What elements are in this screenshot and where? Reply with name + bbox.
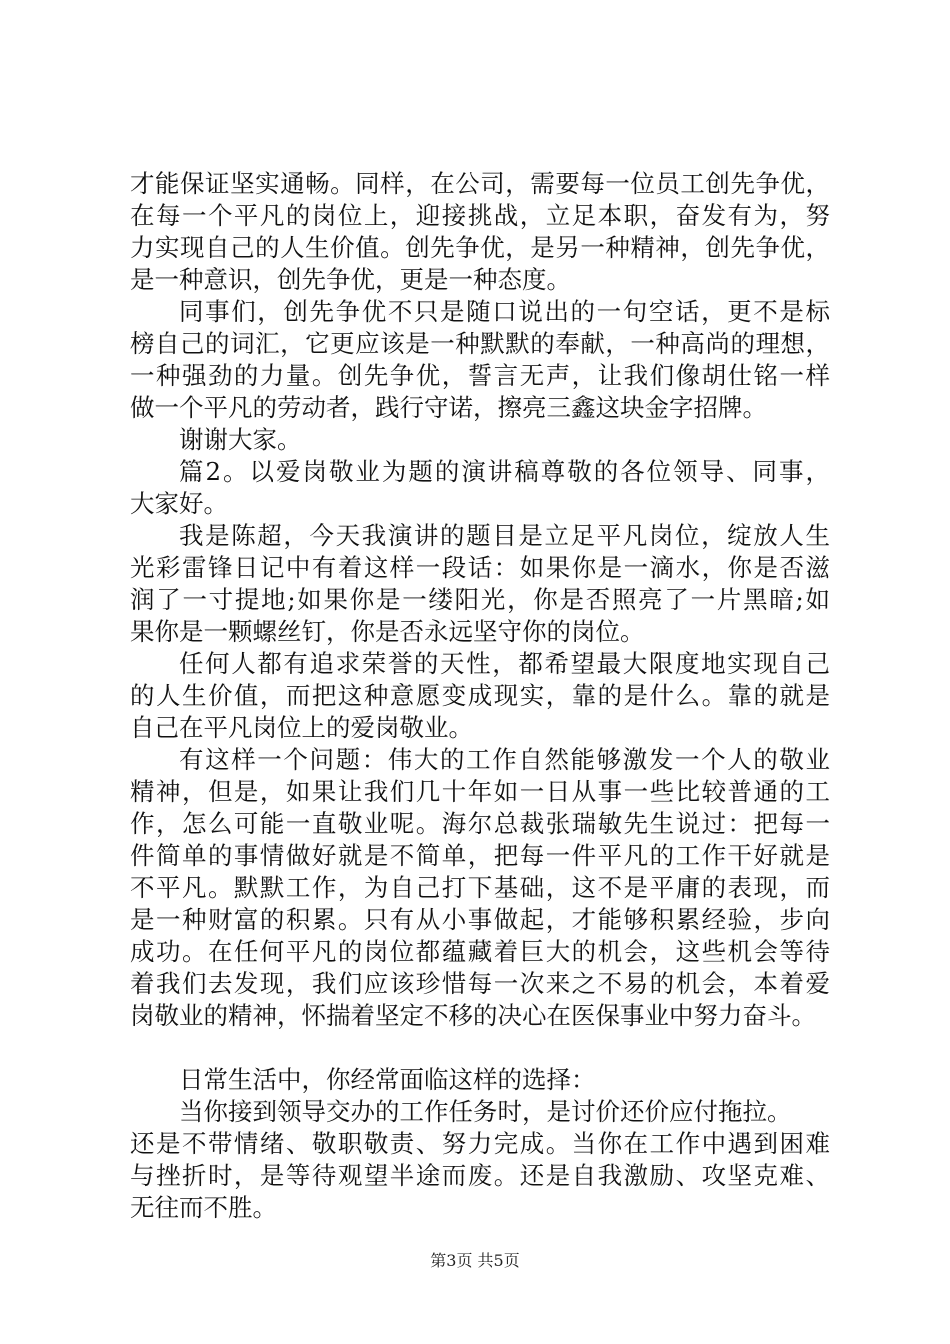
- text-line: 还是不带情绪、敬职敬责、努力完成。当你在工作中遇到困难: [130, 1129, 830, 1158]
- text-line: 成功。在任何平凡的岗位都蕴藏着巨大的机会，这些机会等待: [130, 937, 830, 966]
- text-line: 日常生活中，你经常面临这样的选择：: [179, 1065, 596, 1094]
- text-line: 的人生价值，而把这种意愿变成现实，靠的是什么。靠的就是: [130, 681, 830, 710]
- paragraph-gap: [130, 1032, 830, 1064]
- text-line: 力实现自己的人生价值。创先争优，是另一种精神，创先争优，: [130, 233, 830, 262]
- text-line: 光彩雷锋日记中有着这样一段话：如果你是一滴水，你是否滋: [130, 553, 830, 582]
- text-line: 是一种意识，创先争优，更是一种态度。: [130, 265, 571, 294]
- text-line: 任何人都有追求荣誉的天性，都希望最大限度地实现自己: [179, 649, 830, 678]
- text-line: 岗敬业的精神，怀揣着坚定不移的决心在医保事业中努力奋斗。: [130, 1001, 816, 1030]
- text-line: 润了一寸提地;如果你是一缕阳光，你是否照亮了一片黑暗;如: [130, 585, 830, 614]
- text-line: 精神，但是，如果让我们几十年如一日从事一些比较普通的工: [130, 777, 830, 806]
- text-line: 自己在平凡岗位上的爱岗敬业。: [130, 713, 473, 742]
- text-line: 篇2。以爱岗敬业为题的演讲稿尊敬的各位领导、同事，: [179, 457, 830, 486]
- document-body: [130, 168, 830, 1224]
- text-line: 同事们，创先争优不只是随口说出的一句空话，更不是标: [179, 297, 830, 326]
- text-line: 当你接到领导交办的工作任务时，是讨价还价应付拖拉。: [179, 1097, 792, 1126]
- text-line: 在每一个平凡的岗位上，迎接挑战，立足本职，奋发有为，努: [130, 201, 830, 230]
- text-line: 一种强劲的力量。创先争优，誓言无声，让我们像胡仕铭一样: [130, 361, 830, 390]
- text-line: 不平凡。默默工作，为自己打下基础，这不是平庸的表现，而: [130, 873, 830, 902]
- text-line: 着我们去发现，我们应该珍惜每一次来之不易的机会，本着爱: [130, 969, 830, 998]
- text-line: 与挫折时，是等待观望半途而废。还是自我激励、攻坚克难、: [130, 1161, 830, 1190]
- page-number-footer: 第3页 共5页: [430, 1251, 520, 1270]
- text-line: 谢谢大家。: [179, 425, 302, 454]
- text-line: 做一个平凡的劳动者，践行守诺，擦亮三鑫这块金字招牌。: [130, 393, 767, 422]
- text-line: 才能保证坚实通畅。同样，在公司，需要每一位员工创先争优，: [130, 169, 830, 198]
- text-line: 有这样一个问题：伟大的工作自然能够激发一个人的敬业: [179, 745, 830, 774]
- text-line: 果你是一颗螺丝钉，你是否永远坚守你的岗位。: [130, 617, 645, 646]
- text-line: 作，怎么可能一直敬业呢。海尔总裁张瑞敏先生说过：把每一: [130, 809, 830, 838]
- text-line: 件简单的事情做好就是不简单，把每一件平凡的工作干好就是: [130, 841, 830, 870]
- text-line: 是一种财富的积累。只有从小事做起，才能够积累经验，步向: [130, 905, 830, 934]
- text-line: 榜自己的词汇，它更应该是一种默默的奉献，一种高尚的理想，: [130, 329, 830, 358]
- text-line: 我是陈超，今天我演讲的题目是立足平凡岗位，绽放人生: [179, 521, 830, 550]
- text-line: 大家好。: [130, 489, 228, 518]
- text-line: 无往而不胜。: [130, 1193, 277, 1222]
